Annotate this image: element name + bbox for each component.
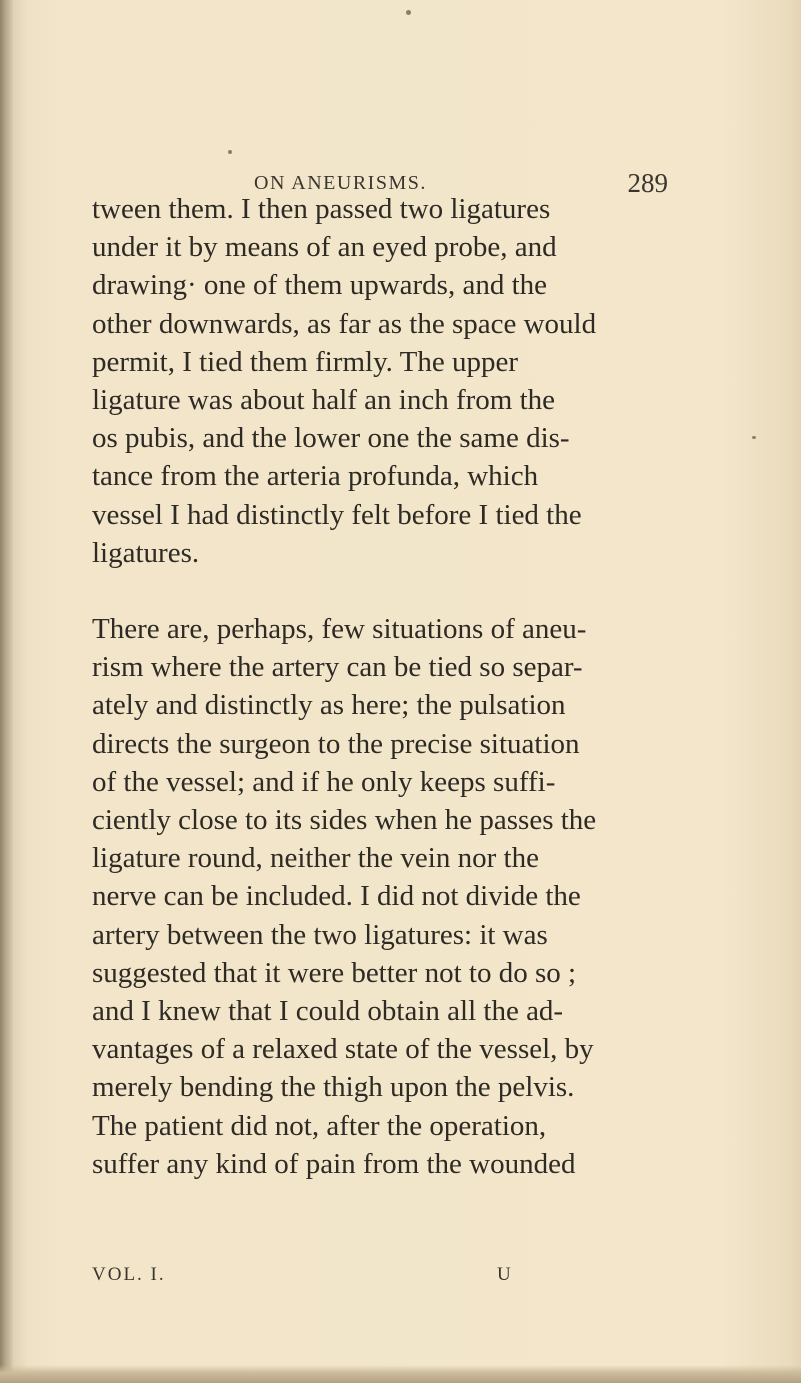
text-line: artery between the two ligatures: it was [92, 918, 548, 951]
text-line: vantages of a relaxed state of the vessel, by [92, 1033, 594, 1066]
text-line: directs the surgeon to the precise situation [92, 727, 580, 760]
text-line: The patient did not, after the operation, [92, 1109, 547, 1142]
text-line: other downwards, as far as the space would [92, 307, 597, 340]
text-line: There are, perhaps, few situations of aneu- [92, 613, 587, 646]
text-line: tween them. I then passed two ligatures [92, 193, 551, 225]
text-line: ligature was about half an inch from the [92, 384, 556, 417]
paragraph-1 [92, 190, 677, 572]
running-title: ON ANEURISMS. [254, 172, 427, 194]
text-line: of the vessel; and if he only keeps suffi- [92, 765, 556, 798]
text-line: ligature round, neither the vein nor the [92, 842, 539, 875]
text-line: suggested that it were better not to do so ; [92, 956, 577, 989]
text-line: vessel I had distinctly felt before I tied the [92, 498, 582, 531]
page-bottom-edge [0, 1365, 801, 1383]
text-line: rism where the artery can be tied so separ- [92, 651, 583, 684]
paragraph-spacer [92, 572, 677, 610]
text-line: under it by means of an eyed probe, and [92, 231, 557, 264]
text-line: ligatures. [92, 536, 200, 569]
text-line: nerve can be included. I did not divide the [92, 880, 581, 913]
text-line: os pubis, and the lower one the same dis- [92, 422, 570, 455]
paragraph-2 [92, 610, 677, 1183]
body-text [92, 190, 677, 1183]
paper-speck [228, 150, 232, 154]
text-line: ately and distinctly as here; the pulsation [92, 689, 566, 722]
page-number: 289 [627, 168, 668, 198]
signature-mark: U [497, 1264, 513, 1285]
text-line: merely bending the thigh upon the pelvis. [92, 1071, 575, 1104]
text-line: drawing· one of them upwards, and the [92, 269, 548, 302]
text-line: ciently close to its sides when he passes the [92, 804, 597, 837]
gutter-shadow [0, 0, 14, 1383]
text-line: tance from the arteria profunda, which [92, 460, 539, 493]
paper-speck [406, 10, 411, 15]
text-line: suffer any kind of pain from the wounded [92, 1147, 576, 1180]
text-line: and I knew that I could obtain all the ad- [92, 995, 564, 1028]
paper-speck [752, 436, 756, 439]
text-line: permit, I tied them firmly. The upper [92, 345, 519, 378]
volume-label: VOL. I. [92, 1264, 166, 1285]
page-footer [92, 1264, 532, 1292]
